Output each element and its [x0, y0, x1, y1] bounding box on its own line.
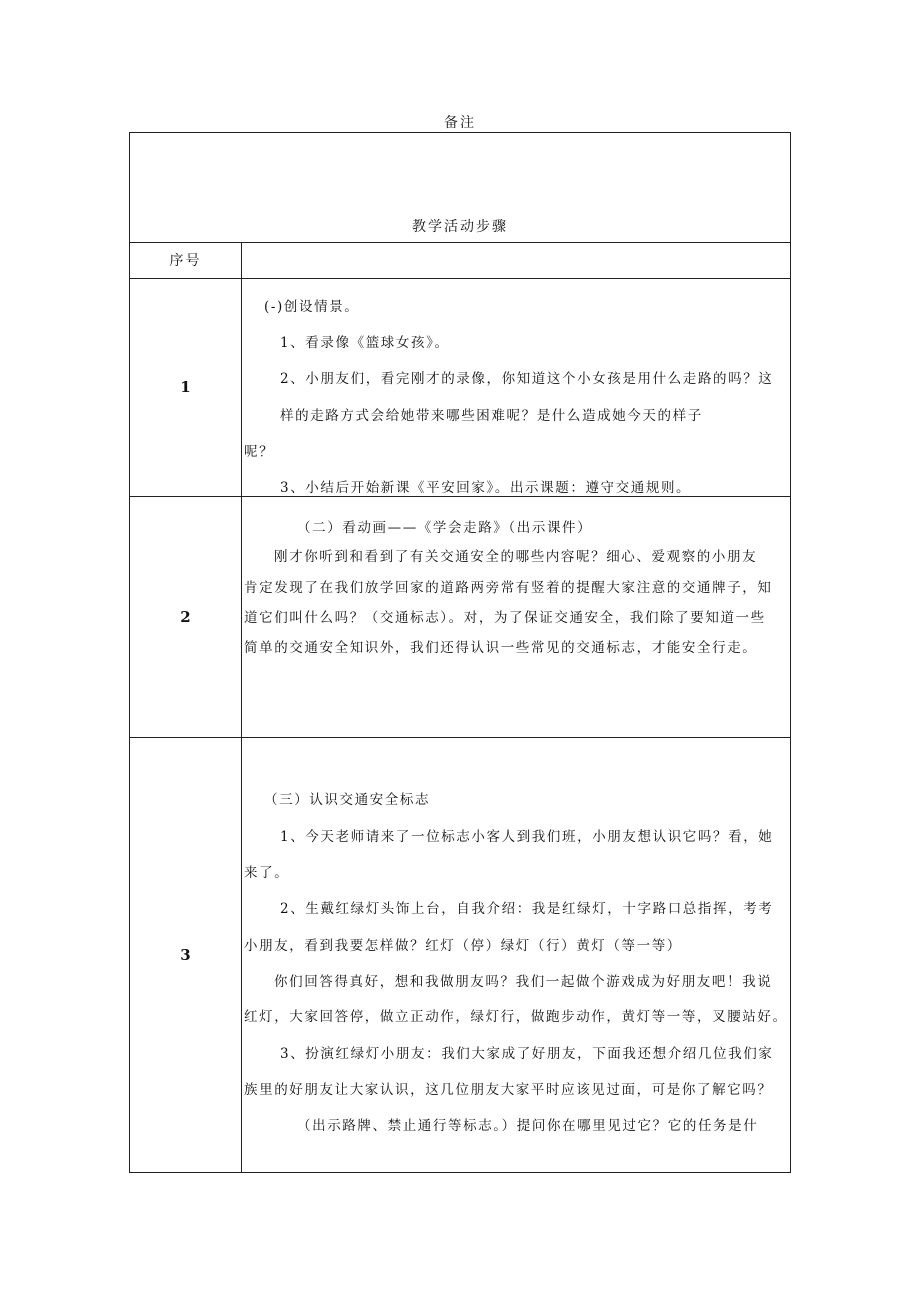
- step-line: 简单的交通安全知识外，我们还得认识一些常见的交通标志，才能安全行走。: [244, 640, 758, 656]
- step-line: （二）看动画——《学会走路》（出示课件）: [297, 520, 593, 536]
- column-header-row: [129, 242, 791, 279]
- step-line: 族里的好朋友让大家认识，这几位朋友大家平时应该见过面，可是你了解它吗？: [244, 1082, 773, 1098]
- step-row-2: [129, 496, 791, 738]
- step-line: 刚才你听到和看到了有关交通安全的哪些内容呢？细心、爱观察的小朋友: [274, 549, 758, 565]
- step-line: 2、小朋友们，看完刚才的录像，你知道这个小女孩是用什么走路的吗？这: [280, 371, 774, 387]
- section-title: 教学活动步骤: [412, 219, 508, 235]
- section-header: [129, 132, 791, 243]
- column-header-content: [242, 242, 790, 278]
- step-line: 2、生戴红绿灯头饰上台，自我介绍：我是红绿灯，十字路口总指挥，考考: [280, 901, 774, 917]
- step-line: 你们回答得真好，想和我做朋友吗？我们一起做个游戏成为好朋友吧！我说: [274, 974, 773, 990]
- step-content: [242, 737, 790, 1172]
- step-row-3: [129, 737, 791, 1173]
- step-line: (-)创设情景。: [264, 299, 360, 315]
- step-number: 2: [130, 496, 242, 737]
- step-line: 小朋友，看到我要怎样做？红灯（停）绿灯（行）黄灯（等一等）: [244, 938, 682, 954]
- step-line: 呢？: [244, 444, 275, 460]
- step-row-1: [129, 278, 791, 497]
- step-line: 3、扮演红绿灯小朋友：我们大家成了好朋友，下面我还想介绍几位我们家: [280, 1046, 774, 1062]
- step-line: （出示路牌、禁止通行等标志。）提问你在哪里见过它？它的任务是什: [297, 1118, 759, 1134]
- step-line: 3、小结后开始新课《平安回家》。出示课题：遵守交通规则。: [280, 480, 692, 496]
- column-header-number: 序号: [130, 242, 242, 278]
- step-line: 来了。: [244, 865, 290, 881]
- step-line: 肯定发现了在我们放学回家的道路两旁常有竖着的提醒大家注意的交通牌子，知: [244, 580, 773, 596]
- step-number: 1: [130, 278, 242, 496]
- step-line: 1、看录像《篮球女孩》。: [280, 335, 450, 351]
- step-line: 样的走路方式会给她带来哪些困难呢？是什么造成她今天的样子: [280, 408, 703, 424]
- step-number: 3: [130, 737, 242, 1172]
- step-line: 红灯，大家回答停，做立正动作，绿灯行，做跑步动作，黄灯等一等，叉腰站好。: [244, 1009, 788, 1025]
- step-content: [242, 496, 790, 737]
- step-content: [242, 278, 790, 496]
- step-line: （三）认识交通安全标志: [264, 792, 431, 808]
- step-line: 道它们叫什么吗？（交通标志）。对，为了保证交通安全，我们除了要知道一些: [244, 610, 766, 626]
- step-line: 1、今天老师请来了一位标志小客人到我们班，小朋友想认识它吗？看，她: [280, 829, 774, 845]
- remark-label: 备注: [444, 115, 476, 131]
